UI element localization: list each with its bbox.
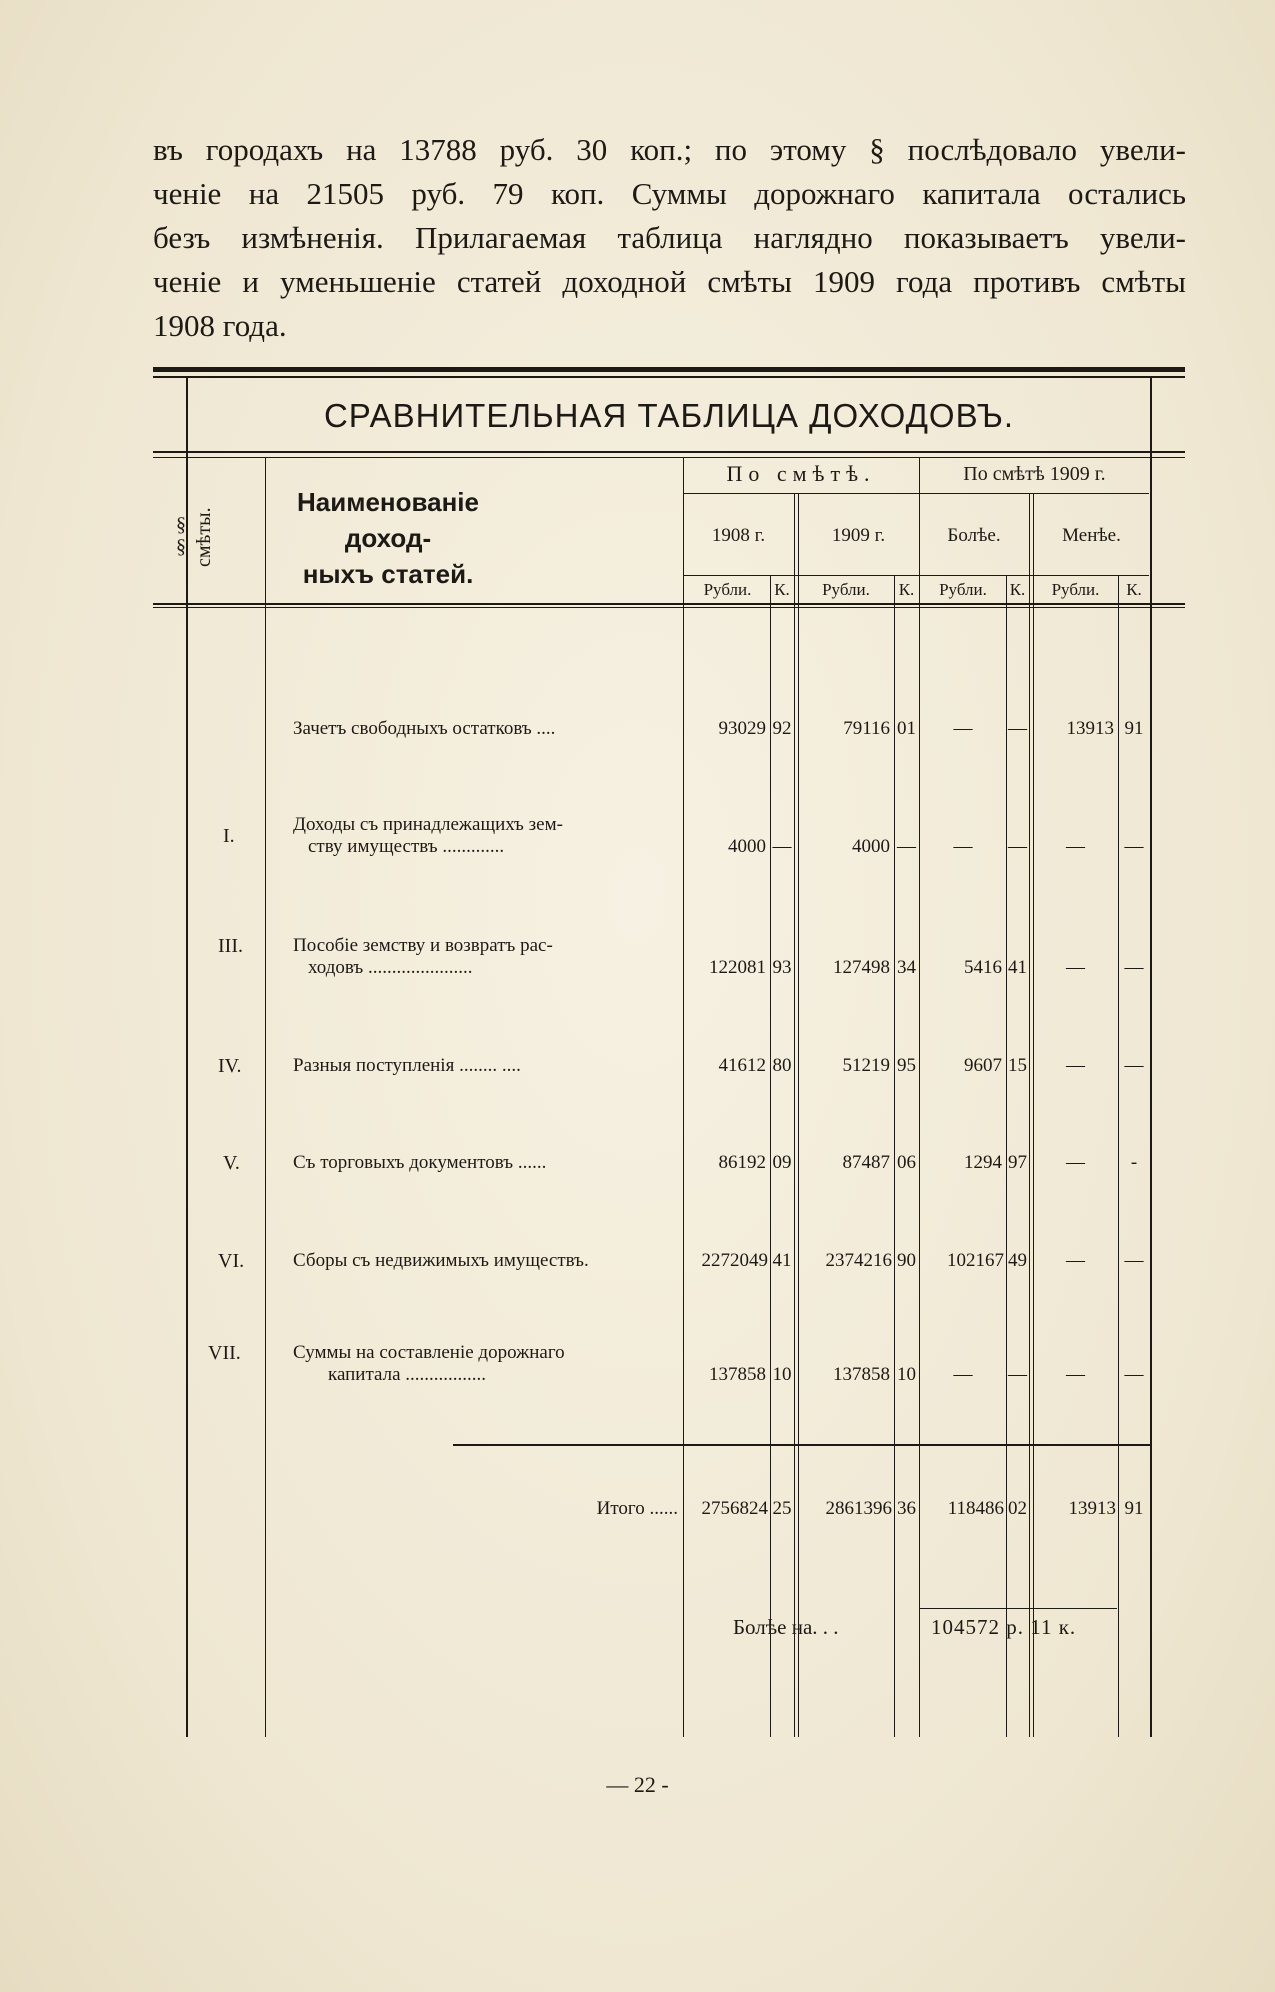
bolee-na-value: 104572 р. 11 к. [931, 1615, 1077, 1639]
col-header-menee: Менѣе. [1062, 525, 1121, 546]
cell-k1908: — [772, 836, 792, 857]
cell-k1909: 10 [897, 1364, 916, 1385]
row-name: Пособіе земству и возвратъ рас- [293, 935, 553, 956]
row-section: IV. [218, 1055, 242, 1077]
row-name: Доходы съ принадлежащихъ зем- [293, 814, 563, 835]
cell-k1908: 09 [772, 1152, 792, 1173]
unit-kop: К. [1009, 580, 1026, 599]
group-header-smeta: По смѣтѣ. [726, 461, 876, 486]
cell-rm: — [1066, 1152, 1085, 1173]
cell-r1908: 137858 [709, 1364, 766, 1385]
paragraph-line: ченіе на 21505 руб. 79 коп. Суммы дорожнаго капитала остались [153, 176, 1186, 211]
cell-r1909: 4000 [852, 836, 890, 857]
cell-km: — [1124, 1250, 1144, 1271]
col-header-name-line2: ныхъ статей. [302, 559, 474, 589]
cell-rb: — [953, 1364, 973, 1385]
unit-kop: К. [774, 580, 790, 599]
total-kb: 02 [1008, 1498, 1027, 1519]
col-divider-menee-b [1033, 493, 1034, 1737]
col-header-ss: §§ смѣты. [170, 507, 215, 567]
cell-r1908: 122081 [709, 957, 766, 978]
cell-rb: 5416 [964, 957, 1002, 978]
cell-r1908: 41612 [718, 1055, 766, 1076]
row-name: Съ торговыхъ документовъ ...... [293, 1152, 547, 1173]
cell-kb: 41 [1008, 957, 1027, 978]
comparison-table [153, 367, 1185, 1737]
row-name-cont: ходовъ ...................... [308, 957, 473, 978]
intro-paragraph [153, 128, 1186, 348]
unit-rubli: Рубли. [703, 580, 752, 599]
paragraph-line: 1908 года. [153, 308, 287, 343]
cell-k1908: 93 [772, 957, 792, 978]
total-k1909: 36 [897, 1498, 916, 1519]
unit-kop: К. [1126, 580, 1142, 599]
col-divider-1909-b [798, 493, 799, 1737]
cell-r1909: 51219 [842, 1055, 890, 1076]
paragraph-line: въ городахъ на 13788 руб. 30 коп.; по этому § послѣдовало увели- [153, 132, 1186, 167]
cell-kb: 15 [1008, 1055, 1027, 1076]
row-section: V. [223, 1152, 240, 1174]
cell-km: — [1124, 957, 1144, 978]
total-rb: 118486 [947, 1498, 1004, 1519]
col-header-name-line1: Наименованіе доход- [297, 487, 479, 553]
cell-kb: 97 [1008, 1152, 1027, 1173]
total-km: 91 [1124, 1498, 1144, 1519]
col-divider-ss [265, 457, 266, 1737]
row-name: Суммы на составленіе дорожнаго [293, 1342, 565, 1363]
cell-r1908: 86192 [718, 1152, 766, 1173]
col-divider-1909 [794, 493, 795, 1737]
paragraph-line: безъ измѣненія. Прилагаемая таблица наглядно показываетъ увели- [153, 220, 1186, 255]
cell-k1908: 41 [772, 1250, 792, 1271]
unit-rubli: Рубли. [1051, 580, 1100, 599]
sum-rule [453, 1444, 1150, 1446]
unit-rubli: Рубли. [939, 580, 987, 599]
unit-kop: К. [898, 580, 915, 599]
col-header-1909: 1909 г. [831, 525, 886, 546]
table-right-border [1150, 378, 1152, 1737]
row-name-cont: капитала ................. [328, 1364, 487, 1385]
cell-km: — [1124, 1364, 1144, 1385]
cell-r1909: 137858 [833, 1364, 890, 1385]
cell-k1909: 06 [897, 1152, 916, 1173]
cell-rb: 9607 [964, 1055, 1002, 1076]
cell-k1908: 80 [772, 1055, 792, 1076]
cell-k1909: 95 [897, 1055, 916, 1076]
header-rule-thin [153, 457, 1185, 458]
cell-rm: — [1066, 836, 1085, 857]
cell-rm: — [1066, 957, 1085, 978]
subheader-rule [683, 575, 1149, 576]
bolee-na-label: Болѣе на. . . [733, 1615, 839, 1639]
cell-rm: — [1066, 1364, 1085, 1385]
col-divider-bolee [919, 457, 920, 1737]
cell-rb: — [953, 718, 973, 739]
total-label: Итого ...... [596, 1498, 678, 1519]
cell-r1909: 2374216 [825, 1250, 892, 1271]
cell-km: — [1124, 1055, 1144, 1076]
cell-rm: 13913 [1066, 718, 1114, 739]
cell-r1909: 87487 [842, 1152, 890, 1173]
header-bottom-rule-thin [153, 607, 1185, 608]
cell-r1908: 4000 [728, 836, 766, 857]
total-rm: 13913 [1068, 1498, 1116, 1519]
cell-r1908: 2272049 [701, 1250, 768, 1271]
header-bottom-rule [153, 603, 1185, 605]
table-top-rule [153, 367, 1185, 372]
cell-k1909: 34 [897, 957, 916, 978]
page-number: — 22 - [606, 1772, 669, 1797]
cell-km: - [1130, 1152, 1138, 1173]
cell-kb: — [1008, 1364, 1027, 1385]
col-divider-name [683, 457, 684, 1737]
cell-k1908: 92 [772, 718, 792, 739]
cell-km: — [1124, 836, 1144, 857]
cell-r1908: 93029 [718, 718, 766, 739]
row-section: VII. [208, 1342, 241, 1364]
cell-k1909: 90 [897, 1250, 916, 1271]
cell-rb: — [953, 836, 973, 857]
cell-rb: 102167 [947, 1250, 1004, 1271]
col-header-name [273, 484, 503, 592]
cell-km: 91 [1124, 718, 1144, 739]
table-title: СРАВНИТЕЛЬНАЯ ТАБЛИЦА ДОХОДОВЪ. [323, 397, 1015, 434]
header-rule [153, 451, 1185, 453]
table-top-rule-thin [153, 376, 1185, 378]
row-name: Разныя поступленія ........ .... [293, 1055, 521, 1076]
total-r1909: 2861396 [825, 1498, 892, 1519]
cell-r1909: 127498 [833, 957, 890, 978]
cell-rm: — [1066, 1250, 1085, 1271]
col-header-bolee: Болѣе. [947, 525, 1001, 546]
row-name: Зачетъ свободныхъ остатковъ .... [293, 718, 556, 739]
cell-k1909: 01 [897, 718, 916, 739]
row-section: I. [223, 825, 235, 847]
cell-kb: — [1008, 836, 1027, 857]
col-divider-menee [1029, 493, 1030, 1737]
cell-rm: — [1066, 1055, 1085, 1076]
row-section: III. [218, 935, 243, 957]
group-rule [683, 493, 1149, 494]
paragraph-line: ченіе и уменьшеніе статей доходной смѣты 1909 года противъ смѣты [153, 264, 1186, 299]
row-section: VI. [218, 1250, 245, 1272]
row-name: Сборы съ недвижимыхъ имуществъ. [293, 1250, 589, 1271]
group-header-1909: По смѣтѣ 1909 г. [963, 463, 1106, 485]
total-k1908: 25 [772, 1498, 792, 1519]
row-name-cont: ству имуществъ ............. [308, 836, 505, 857]
total-r1908: 2756824 [701, 1498, 768, 1519]
cell-rb: 1294 [964, 1152, 1002, 1173]
col-header-1908: 1908 г. [711, 525, 766, 546]
cell-kb: 49 [1008, 1250, 1027, 1271]
bolee-brace-rule [919, 1608, 1117, 1609]
cell-k1908: 10 [772, 1364, 792, 1385]
cell-k1909: — [897, 836, 916, 857]
cell-r1909: 79116 [843, 718, 890, 739]
cell-kb: — [1008, 718, 1027, 739]
unit-rubli: Рубли. [822, 580, 870, 599]
